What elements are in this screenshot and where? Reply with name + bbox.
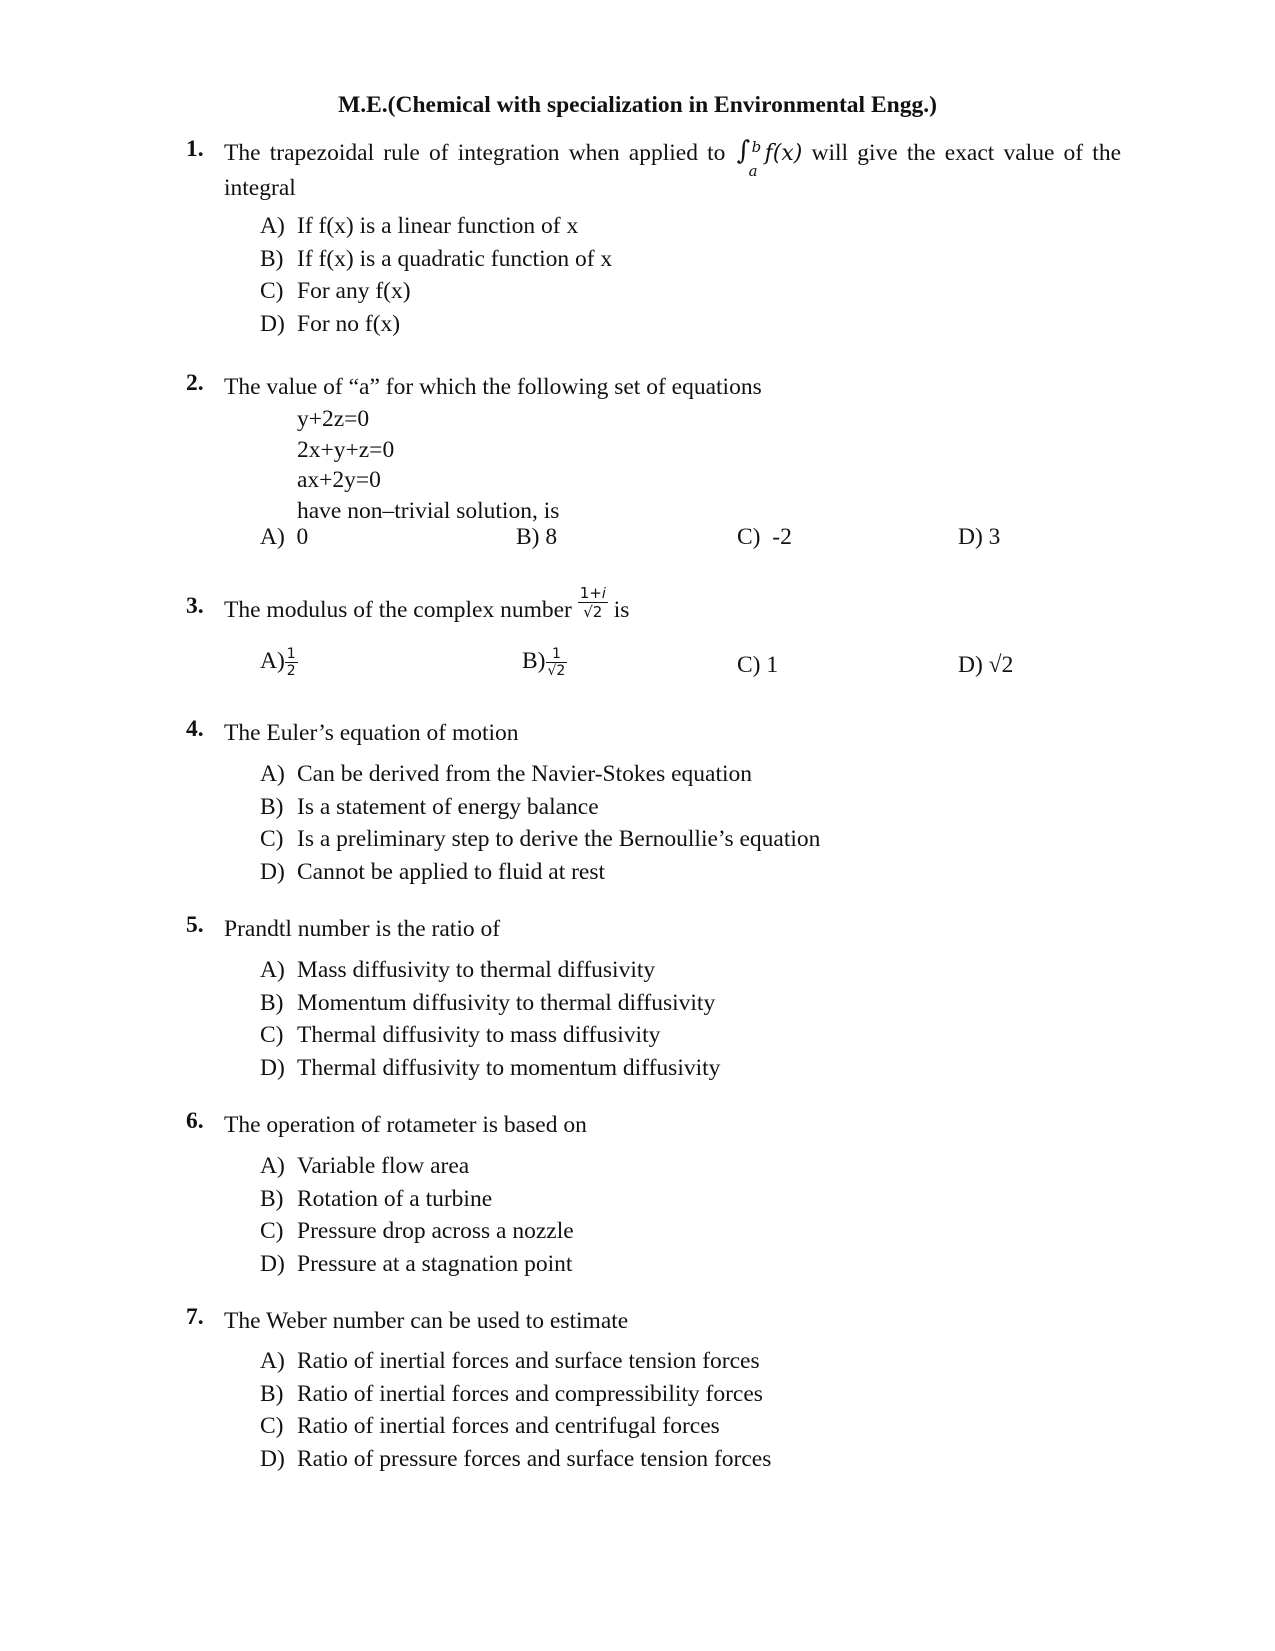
question-number: 2. [186, 370, 204, 396]
option-c: C) Pressure drop across a nozzle [260, 1218, 574, 1244]
question-text: The value of “a” for which the following set of equations [224, 374, 762, 400]
fraction: $\frac{\text{1+𝑖}}{√2}$ [579, 584, 606, 622]
integrand: f(x) [764, 141, 803, 166]
option-a: A) Variable flow area [260, 1153, 470, 1179]
question-text: The Euler’s equation of motion [224, 720, 519, 746]
question-1-options [260, 210, 612, 340]
option-c: C) Is a preliminary step to derive the Bernoullie’s equation [260, 826, 821, 852]
option-b: B) Momentum diffusivity to thermal diffusivity [260, 989, 716, 1016]
option-d: D) For no f(x) [260, 310, 401, 337]
option-c: C) Thermal diffusivity to mass diffusivity [260, 1022, 661, 1048]
option-a: A) Ratio of inertial forces and surface tension forces [260, 1348, 760, 1374]
question-number: 3. [186, 593, 204, 619]
option-c: C) Ratio of inertial forces and centrifugal forces [260, 1413, 720, 1439]
option-a: A) 0 [260, 524, 309, 550]
option-b: B) 8 [516, 524, 558, 550]
option-b: B) If f(x) is a quadratic function of x [260, 245, 613, 272]
question-7-options [260, 1345, 771, 1475]
option-c: C) For any f(x) [260, 278, 411, 304]
question-number: 5. [186, 912, 204, 938]
option-d: D) Ratio of pressure forces and surface tension forces [260, 1445, 772, 1472]
option-a: A) Can be derived from the Navier-Stokes equation [260, 761, 753, 787]
question-number: 4. [186, 716, 204, 742]
question-2 [186, 370, 1121, 404]
equation: y+2z=0 [297, 406, 370, 432]
option-c: C) 1 [737, 652, 779, 678]
question-1 [186, 136, 1121, 205]
option-b: B) Ratio of inertial forces and compressibility forces [260, 1380, 763, 1407]
question-3 [186, 584, 1121, 627]
option-a: A) If f(x) is a linear function of x [260, 213, 579, 239]
question-number: 1. [186, 136, 204, 162]
question-text: Prandtl number is the ratio of [224, 916, 501, 942]
option-b: B) Rotation of a turbine [260, 1185, 493, 1212]
question-text: The trapezoidal rule of integration when applied to ∫ b a f(x) will give the exact value of the integral [224, 135, 1122, 201]
option-d: D) Pressure at a stagnation point [260, 1250, 573, 1277]
question-text: The Weber number can be used to estimate [224, 1308, 629, 1334]
option-d: D) Cannot be applied to fluid at rest [260, 858, 606, 885]
equation: ax+2y=0 [297, 467, 381, 493]
option-a: A) $\frac{1}{2}$ [260, 646, 296, 679]
page-title: M.E.(Chemical with specialization in Environmental Engg.) [338, 92, 937, 118]
question-7 [186, 1304, 1121, 1338]
question-5-options [260, 954, 720, 1084]
option-c: C) -2 [737, 524, 792, 550]
question-6 [186, 1108, 1121, 1142]
equation: 2x+y+z=0 [297, 436, 395, 463]
option-d: D) Thermal diffusivity to momentum diffusivity [260, 1054, 721, 1081]
question-4-options [260, 758, 820, 888]
option-a: A) Mass diffusivity to thermal diffusivity [260, 957, 656, 983]
integral-symbol: ∫ b a [736, 135, 762, 180]
equation-set [297, 404, 559, 526]
question-4 [186, 716, 1121, 750]
fraction: $\frac{1}{2}$ [286, 646, 296, 679]
question-number: 6. [186, 1108, 204, 1134]
option-b: B) Is a statement of energy balance [260, 793, 599, 820]
question-text: The operation of rotameter is based on [224, 1112, 587, 1138]
question-5 [186, 912, 1121, 946]
equation-caption: have non–trivial solution, is [297, 497, 560, 524]
question-6-options [260, 1150, 574, 1280]
option-d: D) √2 [958, 652, 1014, 678]
question-number: 7. [186, 1304, 204, 1330]
question-text: The modulus of the complex number $\frac{\text{1+𝑖}}{√2}$ is [224, 584, 630, 623]
option-d: D) 3 [958, 524, 1001, 550]
option-b: B) $\frac{1}{√2}$ [522, 646, 566, 679]
fraction: $\frac{1}{√2}$ [547, 646, 566, 679]
